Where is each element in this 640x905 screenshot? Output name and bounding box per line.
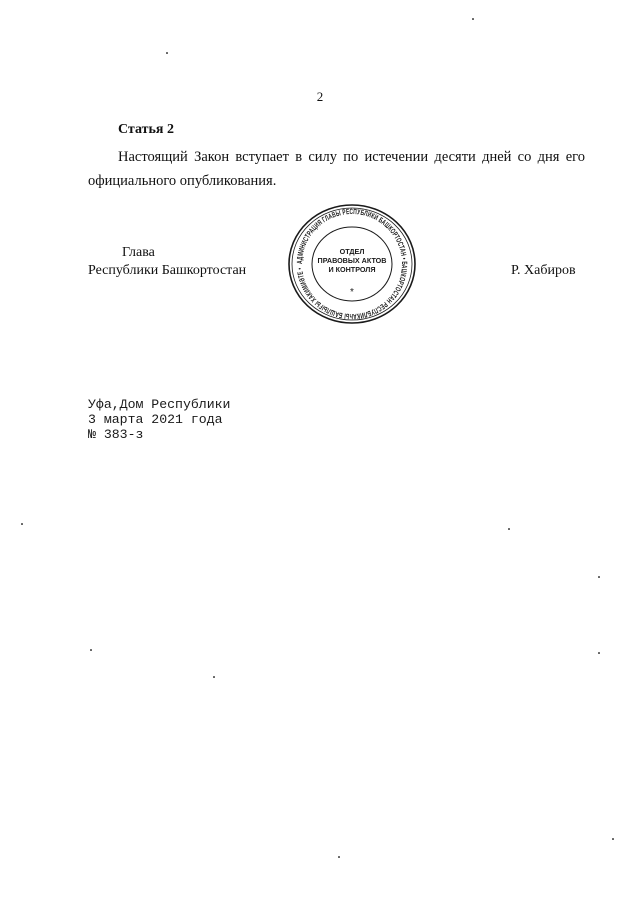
seal-center-line: ОТДЕЛ (339, 247, 365, 256)
scan-speck (612, 838, 614, 840)
scan-speck (90, 649, 92, 651)
seal-center-line: И КОНТРОЛЯ (328, 265, 376, 274)
scan-speck (166, 52, 168, 54)
page-number: 2 (316, 89, 324, 104)
signatory-name: Р. Хабиров (511, 263, 576, 278)
seal-ring-text: АДМИНИСТРАЦИЯ ГЛАВЫ РЕСПУБЛИКИ БАШКОРТОСТАН • БАШКОРТОСТАН РЕСПУБЛИКАҺЫ БАШЛЫҒЫ ХАКИМИӘТЕ • (294, 206, 410, 322)
scan-speck (213, 676, 215, 678)
scan-speck (472, 18, 474, 20)
footer-place: Уфа,Дом Республики (88, 397, 231, 412)
seal-star-icon: * (350, 287, 354, 298)
signatory-region: Республики Башкортостан (88, 263, 247, 278)
scan-speck (598, 652, 600, 654)
signatory-title: Глава (122, 245, 155, 260)
scan-speck (508, 528, 510, 530)
scan-speck (21, 523, 23, 525)
article-body: Настоящий Закон вступает в силу по истечении десяти дней со дня его официального опубликования. (88, 149, 585, 189)
scan-speck (598, 576, 600, 578)
article-heading: Статья 2 (118, 122, 174, 137)
footer-date: 3 марта 2021 года (88, 412, 223, 427)
seal-center-line: ПРАВОВЫХ АКТОВ (317, 256, 387, 265)
footer-law-number: № 383-з (88, 427, 144, 442)
law-footer (88, 397, 230, 442)
official-seal (284, 200, 420, 328)
scan-speck (338, 856, 340, 858)
seal-center-text (284, 247, 420, 274)
